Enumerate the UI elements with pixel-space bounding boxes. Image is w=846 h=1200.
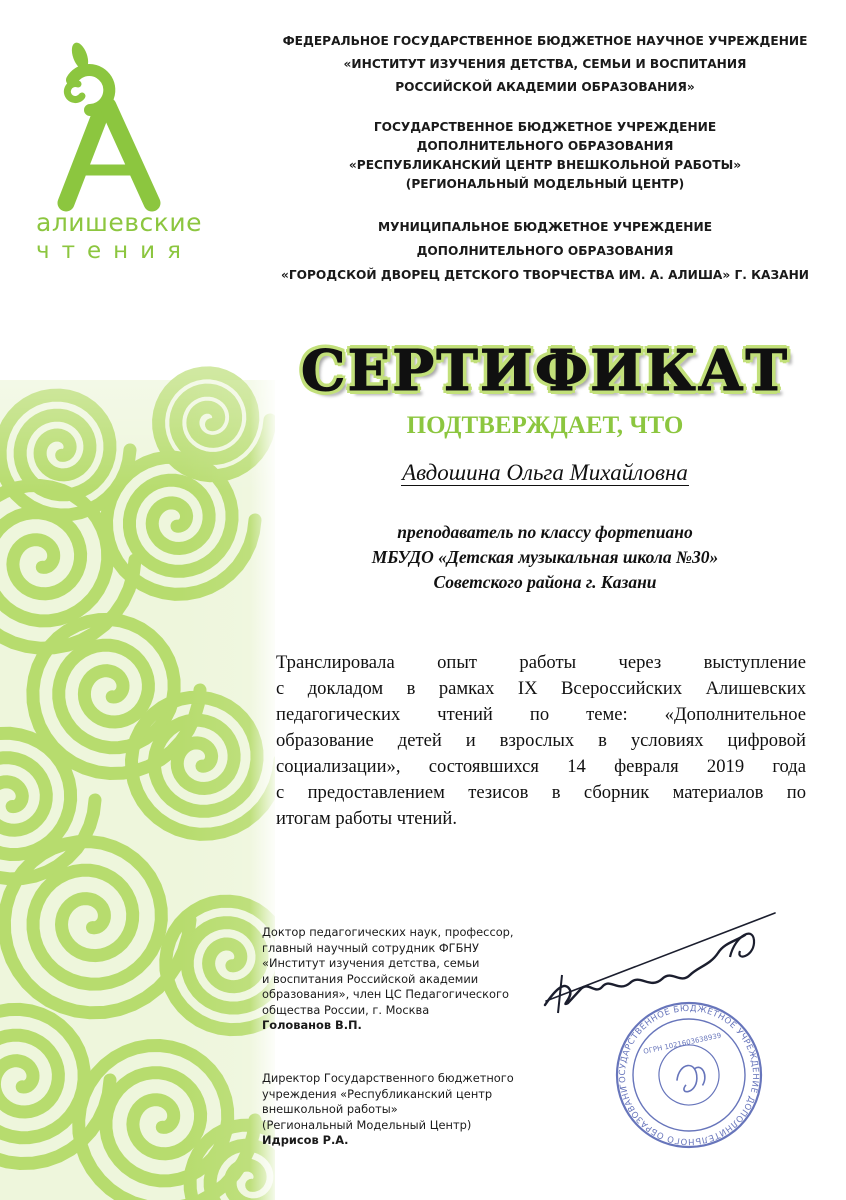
body-line: педагогических чтений по теме: «Дополнительное xyxy=(276,704,806,725)
body-line: образование детей и взрослых в условиях цифровой xyxy=(276,730,806,751)
org-line: ДОПОЛНИТЕЛЬНОГО ОБРАЗОВАНИЯ xyxy=(416,139,674,153)
svg-text:ОГРН 1021603638939: ОГРН 1021603638939 xyxy=(642,1031,723,1056)
body-line: итогам работы чтений. xyxy=(276,808,457,829)
logo-text-line2: чтения xyxy=(36,238,193,264)
certificate-body-text xyxy=(276,650,806,832)
org-line: ФЕДЕРАЛЬНОЕ ГОСУДАРСТВЕННОЕ БЮДЖЕТНОЕ НАУЧНОЕ УЧРЕЖДЕНИЕ xyxy=(282,34,808,48)
svg-text:ГОСУДАРСТВЕННОЕ БЮДЖЕТНОЕ УЧРЕ: ГОСУДАРСТВЕННОЕ БЮДЖЕТНОЕ УЧРЕЖДЕНИЕ ДОПОЛНИТЕЛЬНОГО ОБРАЗОВАНИЯ xyxy=(617,1003,761,1147)
organization-header-2 xyxy=(280,118,810,194)
org-line: МУНИЦИПАЛЬНОЕ БЮДЖЕТНОЕ УЧРЕЖДЕНИЕ xyxy=(377,220,713,234)
org-line: «ИНСТИТУТ ИЗУЧЕНИЯ ДЕТСТВА, СЕМЬИ И ВОСПИТАНИЯ xyxy=(343,57,747,71)
signatory-title-line: «Институт изучения детства, семьи xyxy=(262,956,480,970)
position-line: преподаватель по классу фортепиано xyxy=(397,522,693,542)
logo-text-line1: алишевские xyxy=(36,208,203,237)
organization-header-3 xyxy=(280,215,810,287)
signatory-2 xyxy=(262,1071,562,1149)
body-line: с докладом в рамках IX Всероссийских Алишевских xyxy=(276,678,806,699)
signatory-title-line: Доктор педагогических наук, профессор, xyxy=(262,925,514,939)
org-line: РОССИЙСКОЙ АКАДЕМИИ ОБРАЗОВАНИЯ» xyxy=(395,80,695,94)
org-line: ГОСУДАРСТВЕННОЕ БЮДЖЕТНОЕ УЧРЕЖДЕНИЕ xyxy=(373,120,717,134)
signatory-name: Голованов В.П. xyxy=(262,1018,362,1032)
signatory-title-line: главный научный сотрудник ФГБНУ xyxy=(262,940,479,955)
official-seal-stamp xyxy=(604,1000,774,1150)
signatory-title-line: Директор Государственного бюджетного xyxy=(262,1071,514,1085)
position-line: МБУДО «Детская музыкальная школа №30» xyxy=(371,547,719,567)
recipient-name xyxy=(290,460,800,486)
body-line: Транслировала опыт работы через выступление xyxy=(276,652,806,673)
signatory-title-line: внешкольной работы» xyxy=(262,1102,398,1116)
recipient-name-text: Авдошина Ольга Михайловна xyxy=(402,460,688,485)
position-line: Советского района г. Казани xyxy=(433,572,657,592)
signatory-1 xyxy=(262,925,562,1034)
signatory-title-line: (Региональный Модельный Центр) xyxy=(262,1117,472,1132)
signatory-title-line: и воспитания Российской академии xyxy=(262,971,479,986)
org-line: «ГОРОДСКОЙ ДВОРЕЦ ДЕТСКОГО ТВОРЧЕСТВА ИМ. А. АЛИША» Г. КАЗАНИ xyxy=(281,268,809,282)
recipient-position xyxy=(290,520,800,595)
confirms-heading: ПОДТВЕРЖДАЕТ, ЧТО xyxy=(406,412,684,439)
org-line: «РЕСПУБЛИКАНСКИЙ ЦЕНТР ВНЕШКОЛЬНОЙ РАБОТЫ» xyxy=(348,158,742,172)
organization-header-1 xyxy=(280,30,810,99)
signatory-name: Идрисов Р.А. xyxy=(262,1133,349,1147)
org-line: ДОПОЛНИТЕЛЬНОГО ОБРАЗОВАНИЯ xyxy=(416,244,674,258)
signatory-title-line: учреждения «Республиканский центр xyxy=(262,1086,493,1101)
signatory-title-line: общества России, г. Москва xyxy=(262,1002,430,1017)
org-line: (РЕГИОНАЛЬНЫЙ МОДЕЛЬНЫЙ ЦЕНТР) xyxy=(405,177,685,191)
body-line: социализации», состоявшихся 14 февраля 2019 года xyxy=(276,756,806,777)
signatory-title-line: образования», член ЦС Педагогического xyxy=(262,987,509,1001)
body-line: с предоставлением тезисов в сборник материалов по xyxy=(276,782,806,803)
certificate-title: СЕРТИФИКАТ xyxy=(300,338,790,404)
